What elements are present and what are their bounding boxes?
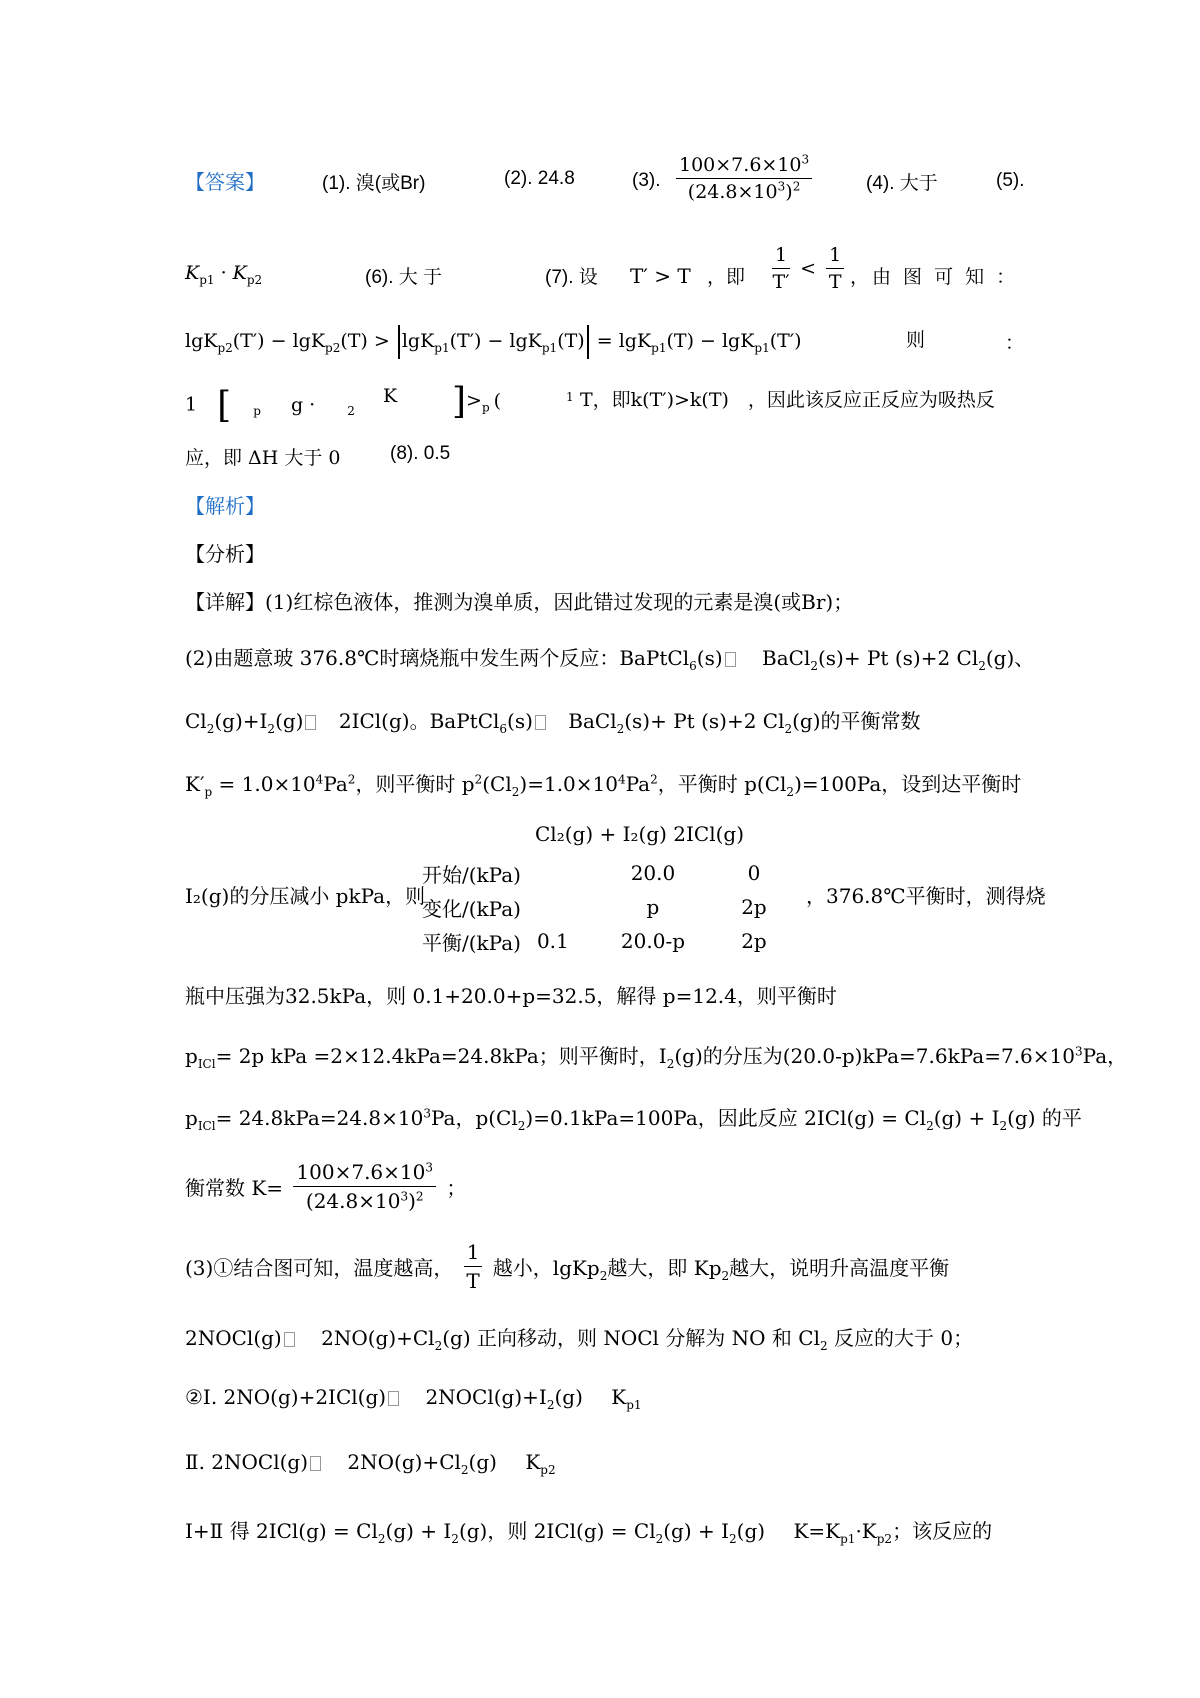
answer-8: (8). 0.5 bbox=[390, 443, 451, 464]
reversible-arrow-icon bbox=[388, 1391, 399, 1406]
fraction bbox=[293, 1160, 436, 1213]
detail-p12: Ⅱ. 2NOCl(g) $2NO(g)+Cl_2(g)$ $K_{p2}$ bbox=[185, 1450, 556, 1477]
answer-7-tail: ，由 图 可 知 ： bbox=[850, 266, 1019, 288]
detail-p2: (2)由题意玻 376.8℃时璃烧瓶中发生两个反应：BaPtCl$_6$(s) BaCl$_2$(s)+ Pt (s)+2 $Cl_2(g)$、 bbox=[185, 646, 1035, 673]
detail-p11: ②Ⅰ. 2NO(g)+2ICl(g) $2NOCl(g)+I_2(g)$ $K_{p1}$ bbox=[185, 1385, 642, 1412]
answer-label: 【答案】 bbox=[185, 170, 265, 194]
fraction-numerator: $100\times 7.6\times 10^3$ bbox=[676, 154, 812, 179]
detail-p1: 【详解】(1)红棕色液体，推测为溴单质，因此错过发现的元素是溴(或Br)； bbox=[185, 590, 854, 614]
fenxi-label: 【分析】 bbox=[185, 542, 265, 566]
garbled-line-start: 1 [ $_p$ g · $_2$ bbox=[185, 385, 355, 426]
colon: ： bbox=[1005, 332, 1025, 354]
abs-bar-right bbox=[587, 325, 589, 359]
detail-p3: $Cl_2(g)+I_2(g)$ 2ICl(g)。BaPtCl$_6$(s) BaCl$_2$(s)+ Pt (s)+2 $Cl_2(g)$的平衡常数 bbox=[185, 709, 921, 736]
answer-2: (2). 24.8 bbox=[504, 168, 575, 189]
fraction: $\frac{1}{T}$ bbox=[464, 1240, 483, 1293]
detail-p13: Ⅰ+Ⅱ 得 $2ICl(g) = Cl_2(g) + I_2(g)$，则 $2ICl(g) = Cl_2(g) + I_2(g)$ $K=K_{p1}\cdot K_{p2}$；该反应的 bbox=[185, 1519, 993, 1546]
answer-7-ji: ，即 bbox=[707, 266, 746, 288]
detail-p5: 瓶中压强为32.5kPa，则 0.1+20.0+p=32.5，解得 p=12.4，则平衡时 bbox=[185, 984, 837, 1008]
garbled-k: K bbox=[383, 385, 398, 407]
analysis-label: 【解析】 bbox=[185, 494, 265, 518]
detail-p10: 2NOCl(g) $2NO(g)+Cl_2(g)$ 正向移动，则 NOCl 分解为 NO 和 $Cl_2$ 反应的大于 0； bbox=[185, 1326, 974, 1353]
table-row: 变化/(kPa) p 2p bbox=[422, 895, 767, 921]
fraction-numerator: $100\times 7.6\times 10^3$ bbox=[293, 1160, 436, 1187]
delta-h-conclusion: 应，即 ΔH 大于 0 bbox=[185, 447, 341, 469]
ze: 则 bbox=[906, 329, 926, 351]
ice-table-header: Cl₂(g) + I₂(g) 2ICl(g) bbox=[535, 822, 745, 846]
detail-p9: (3)①结合图可知，温度越高， $\frac{1}{T}$ 越小，lgKp$_2$越大，即 $Kp_2$越大，说明升高温度平衡 bbox=[185, 1240, 950, 1293]
ice-table-right-text: ，376.8℃平衡时，测得烧 bbox=[806, 884, 1046, 908]
reversible-arrow-icon bbox=[725, 652, 736, 667]
garbled-sub-1: 1 bbox=[566, 390, 574, 404]
answer-3-label: (3). bbox=[632, 170, 661, 191]
fraction: $\frac{1}{T'}$ bbox=[772, 244, 790, 293]
answer-5-label: (5). bbox=[996, 170, 1025, 191]
garbled-middle: ]$>_p$ ( bbox=[452, 381, 502, 422]
kT-conclusion: T，即k(T′)>k(T) ，因此该反应正反应为吸热反 bbox=[580, 389, 995, 411]
answer-7-fractions: $\frac{1}{T'}$ < $\frac{1}{T}$ bbox=[768, 244, 848, 293]
fraction-denominator: $(24.8\times 10^3)^2$ bbox=[305, 1189, 424, 1213]
answer-3-fraction bbox=[672, 154, 816, 203]
answer-4: (4). 大于 bbox=[866, 173, 938, 194]
fraction bbox=[676, 154, 812, 203]
detail-p7: $p_{ICl}= 24.8kPa=24.8\times 10^3Pa$，$p(Cl_2)=0.1kPa=100Pa$，因此反应 $2ICl(g) = Cl_2(g) + I_2(g)$ 的平 bbox=[185, 1106, 1082, 1133]
ice-table bbox=[414, 856, 797, 958]
detail-p4: $K'_p = 1.0\times 10^4Pa^2$，则平衡时 $p^2(Cl_2)=1.0\times 10^4Pa^2$，平衡时 $p(Cl_2)=100Pa$，设到达平衡时 bbox=[185, 772, 1022, 799]
detail-p8: 衡常数 K= $\frac{100\times 7.6\times 10^3}{(24.8\times 10^3)^2}$ ； bbox=[185, 1160, 467, 1213]
answer-6: (6). 大 于 bbox=[365, 267, 443, 288]
table-row: 平衡/(kPa) 0.1 20.0-p 2p bbox=[422, 929, 767, 955]
answer-7-prefix: (7). 设 bbox=[545, 267, 598, 288]
lgk-inequality: lgK$_{p2}$(T′) − lgK$_{p2}$(T) > lgK$_{p1}$(T′) − lgK$_{p1}$(T) = lgK$_{p1}$(T) − lgK$_{p1}$(T′) bbox=[185, 325, 802, 359]
reversible-arrow-icon bbox=[305, 715, 316, 730]
reversible-arrow-icon bbox=[310, 1456, 321, 1471]
table-row: 开始/(kPa) 20.0 0 bbox=[422, 861, 761, 887]
fraction: $\frac{1}{T}$ bbox=[826, 244, 844, 293]
reversible-arrow-icon bbox=[535, 715, 546, 730]
fraction-denominator: $(24.8\times 10^3)^2$ bbox=[687, 179, 801, 203]
detail-p6: $p_{ICl}= 2p$ kPa =2×12.4kPa=24.8kPa；则平衡时，$I_2(g)$的分压为$(20.0-p)kPa=7.6kPa=7.6\times 10^3Pa$， bbox=[185, 1044, 1128, 1071]
ice-table-left-text: I₂(g)的分压减小 pkPa，则 bbox=[185, 884, 426, 908]
reversible-arrow-icon bbox=[284, 1332, 295, 1347]
abs-bar-left bbox=[398, 325, 400, 359]
answer-1: (1). 溴(或Br) bbox=[322, 173, 426, 194]
answer-5-value: $K_{p1} \cdot K_{p2}$ bbox=[185, 262, 263, 287]
answer-7-condition: T′ > T bbox=[630, 264, 691, 288]
